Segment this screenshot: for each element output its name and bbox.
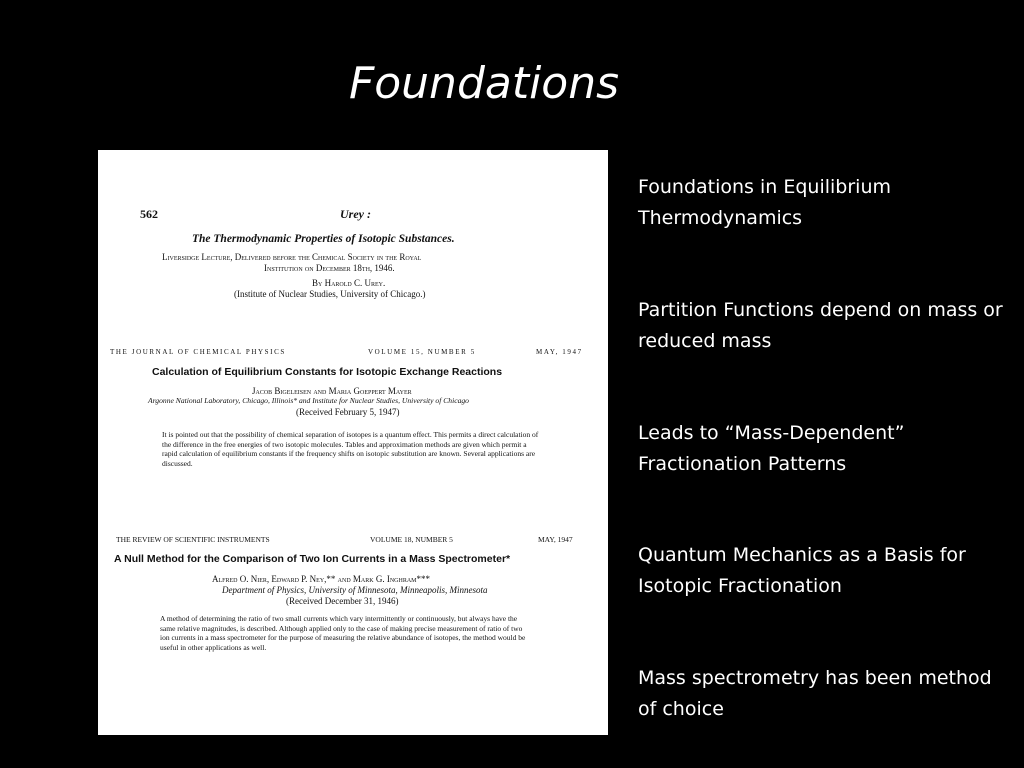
bullet-item: Quantum Mechanics as a Basis for Isotopic Fractionation (638, 544, 966, 597)
bigeleisen-volume: VOLUME 15, NUMBER 5 (368, 348, 476, 356)
urey-lecture-line1: Liversidge Lecture, Delivered before the Chemical Society in the Royal (162, 252, 422, 262)
bigeleisen-authors: Jacob Bigeleisen and Maria Goeppert Mayer (252, 386, 412, 396)
slide-title: Foundations (348, 58, 620, 109)
urey-affiliation: (Institute of Nuclear Studies, University of Chicago.) (234, 289, 426, 299)
bigeleisen-date: MAY, 1947 (536, 348, 583, 356)
nier-abstract: A method of determining the ratio of two small currents which vary intermittently or continuously, but always have the same relative magnitudes, is described. Although applied only to the case of making precise measurement of ratio of two ion currents in a mass spectrometer for the purpose of measuring the relative abundance of isotopes, the method would be useful in other applications as well. (160, 614, 526, 652)
bigeleisen-abstract: It is pointed out that the possibility of chemical separation of isotopes is a quantum effect. This permits a direct calculation of the difference in the free energies of two isotopic molecules. Tables and approximation methods are given which permit a rapid calculation of equilibrium constants if the frequency shifts on isotopic substitution are known. Several applications are discussed. (162, 430, 539, 468)
nier-volume: VOLUME 18, NUMBER 5 (370, 535, 453, 544)
nier-title: A Null Method for the Comparison of Two Ion Currents in a Mass Spectrometer* (114, 553, 511, 565)
bigeleisen-journal: THE JOURNAL OF CHEMICAL PHYSICS (110, 348, 286, 356)
bigeleisen-title: Calculation of Equilibrium Constants for Isotopic Exchange Reactions (152, 366, 503, 378)
bigeleisen-affiliation: Argonne National Laboratory, Chicago, Illinois* and Institute for Nuclear Studies, University of Chicago (148, 396, 469, 405)
urey-page-number: 562 (140, 207, 158, 221)
nier-affiliation: Department of Physics, University of Minnesota, Minneapolis, Minnesota (222, 585, 488, 595)
nier-date: MAY, 1947 (538, 535, 573, 544)
nier-received: (Received December 31, 1946) (286, 596, 399, 606)
nier-journal: THE REVIEW OF SCIENTIFIC INSTRUMENTS (116, 535, 270, 544)
urey-author-header: Urey : (340, 207, 371, 221)
urey-byline: By Harold C. Urey. (312, 278, 386, 288)
bullet-item: Partition Functions depend on mass or reduced mass (638, 299, 1003, 352)
bullet-item: Mass spectrometry has been method of choice (638, 667, 992, 720)
bullet-item: Foundations in Equilibrium Thermodynamics (638, 176, 892, 229)
urey-lecture-line2: Institution on December 18th, 1946. (264, 263, 395, 273)
paper-excerpts-image (98, 150, 608, 735)
nier-authors: Alfred O. Nier, Edward P. Ney,** and Mark G. Inghram*** (212, 574, 431, 584)
bigeleisen-received: (Received February 5, 1947) (296, 407, 400, 417)
urey-title: The Thermodynamic Properties of Isotopic Substances. (192, 233, 455, 245)
bullet-item: Leads to “Mass-Dependent” Fractionation Patterns (638, 422, 905, 475)
